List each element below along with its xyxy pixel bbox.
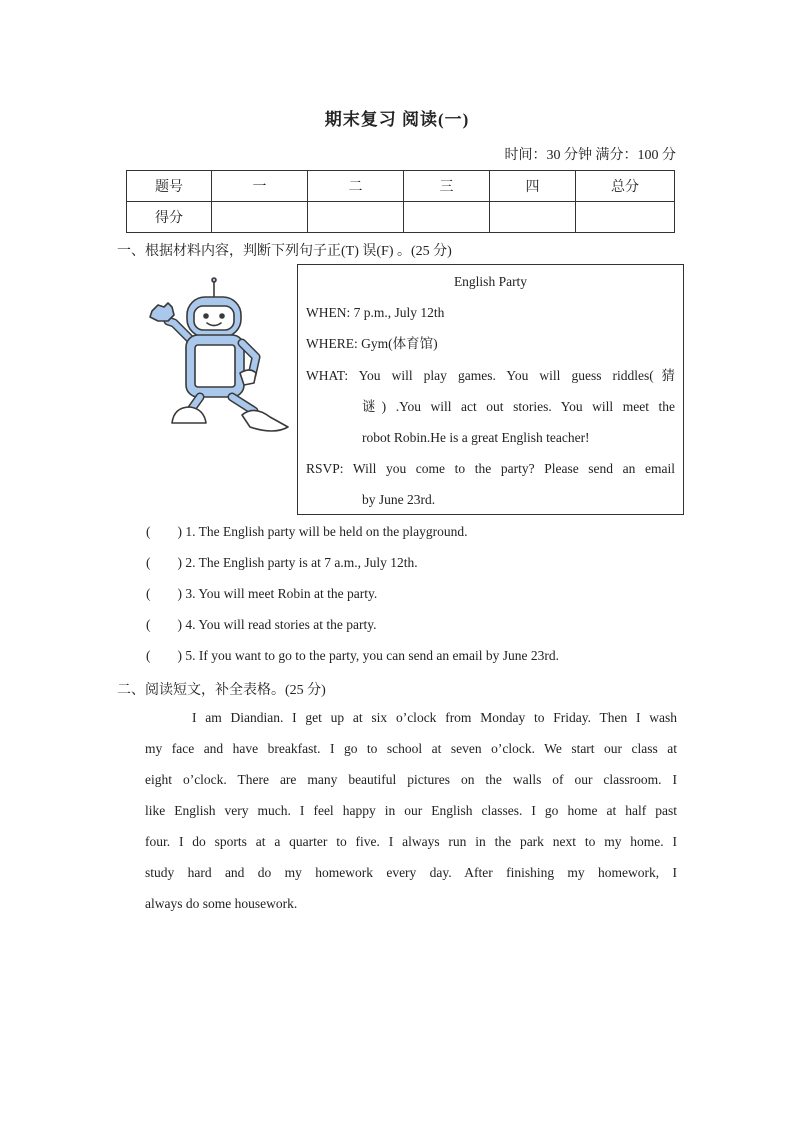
question-item[interactable]: ( ) 5. If you want to go to the party, you can send an email by June 23rd. — [146, 648, 560, 663]
notice-what-line: 谜) .You will act out stories. You will meet the — [362, 399, 675, 414]
score-header-cell: 三 — [404, 171, 490, 202]
score-table-score-row — [127, 202, 675, 233]
score-table — [126, 170, 675, 233]
passage-line: eight o’clock. There are many beautiful pictures on the walls of our classroom. I — [145, 772, 677, 787]
page-title: 期末复习 阅读(一) — [324, 110, 470, 129]
section2-heading: 二、阅读短文，补全表格。(25 分) — [117, 683, 326, 698]
notice-title: English Party — [453, 274, 528, 289]
exam-meta: 时间：30 分钟 满分：100 分 — [504, 148, 676, 163]
reading-passage — [145, 710, 677, 920]
robot-icon — [142, 277, 292, 437]
passage-line: study hard and do my homework every day. After finishing my homework, I — [145, 865, 677, 880]
score-header-cell: 总分 — [576, 171, 675, 202]
score-header-cell: 题号 — [127, 171, 212, 202]
score-header-cell: 一 — [212, 171, 308, 202]
score-row-label: 得分 — [127, 202, 212, 233]
passage-line: my face and have breakfast. I go to school at seven o’clock. We start our class at — [145, 741, 677, 756]
notice-what-line: WHAT: You will play games. You will guess riddles(猜 — [306, 368, 675, 383]
party-notice — [297, 264, 684, 515]
score-cell[interactable] — [308, 202, 404, 233]
passage-line: always do some housework. — [145, 896, 298, 911]
question-item[interactable]: ( ) 2. The English party is at 7 a.m., July 12th. — [146, 555, 418, 570]
question-item[interactable]: ( ) 4. You will read stories at the party. — [146, 617, 377, 632]
score-header-cell: 二 — [308, 171, 404, 202]
score-cell[interactable] — [212, 202, 308, 233]
passage-line: like English very much. I feel happy in our English classes. I go home at half past — [145, 803, 677, 818]
notice-rsvp-line: by June 23rd. — [362, 492, 436, 507]
score-cell[interactable] — [490, 202, 576, 233]
score-header-cell: 四 — [490, 171, 576, 202]
notice-where: WHERE: Gym(体育馆) — [306, 336, 438, 351]
section1-heading: 一、根据材料内容，判断下列句子正(T) 误(F) 。(25 分) — [117, 244, 452, 259]
question-item[interactable]: ( ) 1. The English party will be held on the playground. — [146, 524, 468, 539]
question-item[interactable]: ( ) 3. You will meet Robin at the party. — [146, 586, 378, 601]
score-cell[interactable] — [576, 202, 675, 233]
score-table-header-row — [127, 171, 675, 202]
notice-rsvp-line: RSVP: Will you come to the party? Please send an email — [306, 461, 675, 476]
passage-line: I am Diandian. I get up at six o’clock from Monday to Friday. Then I wash — [192, 710, 677, 725]
notice-what-line: robot Robin.He is a great English teacher! — [362, 430, 590, 445]
notice-when: WHEN: 7 p.m., July 12th — [306, 305, 445, 320]
passage-line: four. I do sports at a quarter to five. I always run in the park next to my home. I — [145, 834, 677, 849]
score-cell[interactable] — [404, 202, 490, 233]
